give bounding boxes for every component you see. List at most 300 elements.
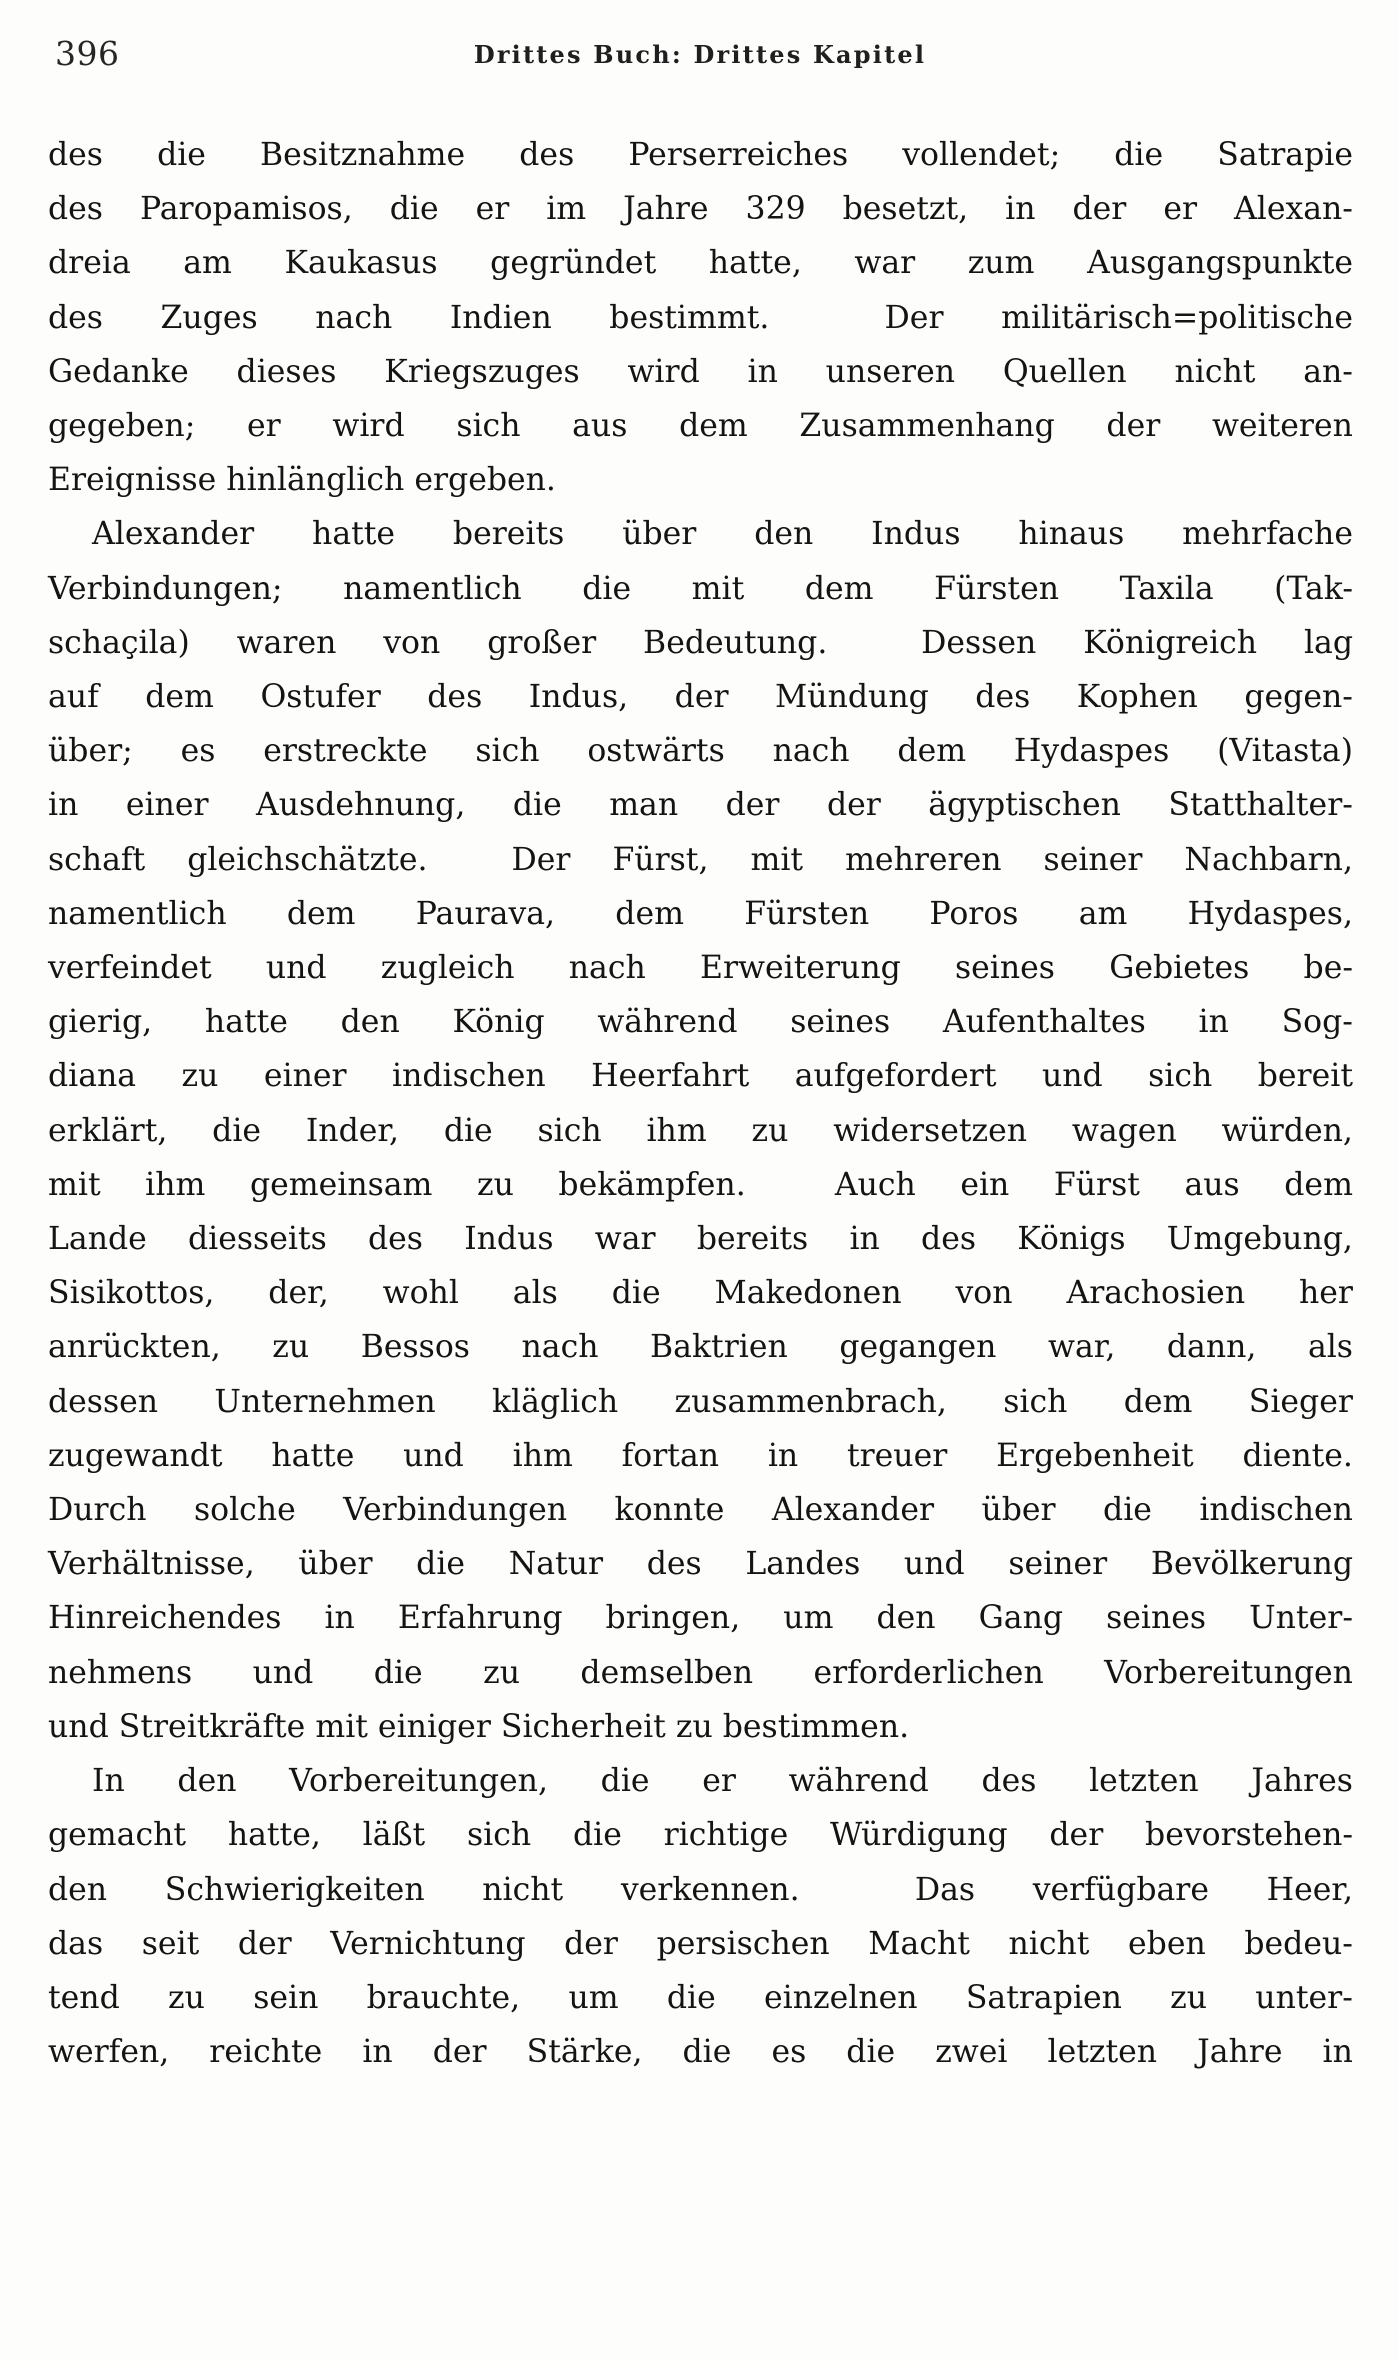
word: die — [373, 1654, 423, 1691]
text-line — [48, 1646, 1353, 1700]
word: als — [1307, 1329, 1353, 1366]
word: Verhältnisse, — [48, 1546, 255, 1583]
word: nicht — [1174, 353, 1256, 390]
word: des — [981, 1763, 1037, 1800]
word: und — [1041, 1058, 1103, 1095]
word: letzten — [1089, 1763, 1199, 1800]
word: Hydaspes, — [1187, 895, 1353, 932]
word: dem — [897, 733, 967, 770]
text-line — [48, 1212, 1353, 1266]
word: er — [1163, 191, 1198, 228]
word: wird — [627, 353, 700, 390]
word: in — [1198, 1004, 1229, 1041]
word: die — [572, 1817, 622, 1854]
word: Zusammenhang — [799, 408, 1055, 445]
word: einzelnen — [764, 1979, 918, 2016]
word: Landes — [745, 1546, 861, 1583]
word: dann, — [1166, 1329, 1257, 1366]
word: Jahre — [623, 191, 709, 228]
text-line — [48, 507, 1353, 561]
word: des — [48, 191, 103, 228]
word: die — [846, 2034, 896, 2071]
word: sich — [537, 1112, 602, 1149]
word: Verbindungen — [343, 1492, 568, 1529]
word: bereits — [696, 1221, 809, 1258]
word: Indus, — [528, 679, 629, 716]
word: Arachosien — [1066, 1275, 1246, 1312]
word: Würdigung — [830, 1817, 1008, 1854]
running-head: Drittes Buch: Drittes Kapitel — [473, 40, 927, 69]
text-line — [48, 1971, 1353, 2025]
word: Dessen — [921, 624, 1037, 661]
word: her — [1299, 1275, 1353, 1312]
word: schaft — [48, 841, 146, 878]
word: Baktrien — [650, 1329, 788, 1366]
word: Indien — [449, 299, 552, 336]
word: Umgebung, — [1166, 1221, 1353, 1258]
text-line — [48, 616, 1353, 670]
word: die — [1114, 137, 1164, 173]
word: bereits — [452, 516, 565, 553]
text-line — [48, 399, 1353, 453]
paragraph — [48, 1754, 1353, 2079]
word: Fürst — [1053, 1166, 1140, 1203]
word: dessen — [48, 1383, 159, 1420]
word: würden, — [1221, 1112, 1353, 1149]
word: Fürsten — [744, 895, 870, 932]
word: Kophen — [1076, 679, 1198, 716]
word: seines — [790, 1004, 891, 1041]
word: werfen, — [48, 2034, 170, 2071]
word: nicht — [1008, 1925, 1090, 1962]
word: des — [975, 679, 1031, 716]
word: bestimmt. — [609, 299, 770, 336]
word: als — [512, 1275, 558, 1312]
word: in — [767, 1437, 799, 1474]
word: richtige — [663, 1817, 789, 1854]
page-header — [55, 34, 1345, 78]
word: des — [368, 1221, 423, 1258]
word: den — [340, 1004, 400, 1041]
text-line — [48, 1754, 1353, 1808]
text-line — [48, 1917, 1353, 1971]
word: im — [546, 191, 587, 228]
word: brauchte, — [366, 1979, 521, 2016]
word: Jahre — [1197, 2034, 1283, 2071]
word: des — [646, 1546, 702, 1583]
word: hatte, — [708, 245, 802, 282]
word: Taxila — [1119, 570, 1214, 607]
word: es — [771, 2034, 807, 2071]
word: nach — [315, 299, 393, 336]
word: militärisch=politische — [1001, 299, 1353, 336]
paragraph — [48, 507, 1353, 1754]
word: über — [622, 516, 697, 553]
word: ostwärts — [587, 733, 725, 770]
word: Gang — [978, 1600, 1064, 1637]
word: Vorbereitungen — [1104, 1654, 1353, 1691]
word: von — [383, 624, 441, 661]
word: hatte — [271, 1437, 355, 1474]
word: die — [611, 1275, 661, 1312]
text-line — [48, 182, 1353, 236]
word: am — [1078, 895, 1128, 932]
text-line — [48, 2025, 1353, 2079]
word: es — [180, 733, 216, 770]
word: waren — [236, 624, 337, 661]
word: Alexander — [92, 516, 255, 553]
word: in — [1322, 2034, 1353, 2071]
word: In — [92, 1763, 125, 1800]
text-line — [48, 1863, 1353, 1917]
word: der — [725, 787, 780, 824]
word: bevorstehen- — [1145, 1817, 1353, 1854]
word: über — [298, 1546, 373, 1583]
word: persischen — [656, 1925, 830, 1962]
word: zwei — [935, 2034, 1008, 2071]
word: den — [876, 1600, 936, 1637]
word: mit — [750, 841, 804, 878]
word: (Vitasta) — [1217, 733, 1353, 770]
word: Macht — [868, 1925, 970, 1962]
word: sich — [1148, 1058, 1213, 1095]
word: die — [416, 1546, 466, 1583]
word: indischen — [1199, 1492, 1353, 1529]
text-line — [48, 345, 1353, 399]
word: gegangen — [839, 1329, 997, 1366]
word: letzten — [1047, 2034, 1158, 2071]
word: war — [594, 1221, 656, 1258]
word: den — [754, 516, 814, 553]
word: der — [432, 2034, 487, 2071]
word: die — [512, 787, 562, 824]
word: und — [903, 1546, 965, 1583]
word: die — [443, 1112, 493, 1149]
text-line — [48, 1808, 1353, 1862]
text-line — [48, 1375, 1353, 1429]
word: reichte — [209, 2034, 323, 2071]
word: die — [682, 2034, 732, 2071]
word: Schwierigkeiten — [164, 1871, 425, 1908]
word: Auch — [834, 1166, 916, 1203]
word: zu — [272, 1329, 310, 1366]
text-line — [48, 941, 1353, 995]
word: bedeu- — [1244, 1925, 1353, 1962]
word: widersetzen — [833, 1112, 1028, 1149]
word: zu — [1170, 1979, 1208, 2016]
word: und — [252, 1654, 314, 1691]
word: einer — [125, 787, 209, 824]
word: die — [212, 1112, 262, 1149]
word: König — [452, 1004, 545, 1041]
word: (Tak- — [1274, 570, 1353, 607]
word: den — [48, 1871, 108, 1908]
word: unter- — [1255, 1979, 1353, 2016]
word: während — [597, 1004, 738, 1041]
word: sich — [467, 1817, 532, 1854]
word: Natur — [508, 1546, 604, 1583]
text-line — [48, 778, 1353, 832]
word: Ausgangspunkte — [1087, 245, 1353, 282]
word: verkennen. — [620, 1871, 800, 1908]
word: namentlich — [343, 570, 522, 607]
word: Statthalter- — [1168, 787, 1353, 824]
word: Verbindungen; — [48, 570, 283, 607]
text-line — [48, 1537, 1353, 1591]
word: Nachbarn, — [1184, 841, 1353, 878]
word: gegen- — [1244, 679, 1353, 716]
text-line — [48, 1320, 1353, 1374]
word: diente. — [1242, 1437, 1353, 1474]
word: weiteren — [1211, 408, 1353, 445]
word: nach — [568, 950, 646, 987]
word: ägyptischen — [928, 787, 1121, 824]
word: wohl — [382, 1275, 459, 1312]
word: dem — [1284, 1166, 1353, 1203]
word: die — [157, 137, 206, 173]
word: erstreckte — [263, 733, 428, 770]
word: nicht — [482, 1871, 564, 1908]
word: zu — [181, 1058, 219, 1095]
word: Heer, — [1266, 1871, 1353, 1908]
word: diesseits — [188, 1221, 327, 1258]
word: wird — [332, 408, 405, 445]
text-line — [48, 670, 1353, 724]
text-line — [48, 1266, 1353, 1320]
word: das — [48, 1925, 104, 1962]
word: zu — [483, 1654, 520, 1691]
word: die — [389, 191, 439, 228]
word: Ostufer — [260, 679, 381, 716]
word: Zuges — [160, 299, 258, 336]
word: ein — [960, 1166, 1010, 1203]
body-text — [48, 128, 1353, 2079]
word: hatte — [204, 1004, 288, 1041]
word: ihm — [512, 1437, 573, 1474]
word: Sieger — [1248, 1383, 1353, 1420]
word: die — [1103, 1492, 1152, 1529]
text-line — [48, 562, 1353, 616]
word: zugleich — [380, 950, 515, 987]
word: Poros — [929, 895, 1019, 932]
word: Kaukasus — [284, 245, 438, 282]
word: die — [666, 1979, 716, 2016]
word: diana — [48, 1058, 137, 1095]
word: Fürsten — [934, 570, 1060, 607]
word: Paurava, — [415, 895, 556, 932]
word: einer — [263, 1058, 347, 1095]
text-line: und Streitkräfte mit einiger Sicherheit zu bestimmen. — [48, 1708, 910, 1745]
word: hatte — [312, 516, 396, 553]
word: Unter- — [1249, 1600, 1353, 1637]
word: Gebietes — [1109, 950, 1250, 987]
word: aufgefordert — [794, 1058, 997, 1095]
word: tend — [48, 1979, 120, 2016]
word: Vernichtung — [330, 1925, 526, 1962]
word: ihm — [145, 1166, 206, 1203]
word: Sog- — [1281, 1004, 1353, 1041]
word: Kriegszuges — [384, 353, 580, 390]
word: gemacht — [48, 1817, 187, 1854]
word: dem — [615, 895, 684, 932]
word: der — [1072, 191, 1127, 228]
word: nach — [772, 733, 850, 770]
word: der — [564, 1925, 618, 1962]
word: er — [247, 408, 281, 445]
word: mehrfache — [1182, 516, 1353, 553]
word: Perserreiches — [628, 137, 849, 173]
word: großer — [487, 624, 597, 661]
word: zusammenbrach, — [674, 1383, 947, 1420]
word: gegeben; — [48, 408, 196, 445]
word: die — [582, 570, 632, 607]
word: besetzt, — [842, 191, 969, 228]
word: Inder, — [305, 1112, 400, 1149]
word: unseren — [825, 353, 956, 390]
word: Indus — [464, 1221, 554, 1258]
word: Bessos — [360, 1329, 470, 1366]
word: konnte — [614, 1492, 725, 1529]
word: vollendet; — [902, 137, 1061, 173]
word: war, — [1047, 1329, 1116, 1366]
word: und — [265, 950, 327, 987]
word: der — [237, 1925, 292, 1962]
word: bringen, — [605, 1600, 741, 1637]
word: wagen — [1071, 1112, 1177, 1149]
word: sein — [253, 1979, 319, 2016]
word: erklärt, — [48, 1112, 168, 1149]
word: des — [48, 137, 103, 173]
paragraph — [48, 128, 1353, 507]
word: Heerfahrt — [591, 1058, 750, 1095]
word: gierig, — [48, 1004, 153, 1041]
word: Makedonen — [714, 1275, 902, 1312]
word: nach — [521, 1329, 599, 1366]
word: des — [921, 1221, 977, 1258]
text-line — [48, 1158, 1353, 1212]
word: Sisikottos, — [48, 1275, 215, 1312]
word: anrückten, — [48, 1329, 221, 1366]
word: Aufenthaltes — [942, 1004, 1146, 1041]
word: dem — [145, 679, 214, 716]
word: lag — [1303, 624, 1353, 661]
word: den — [177, 1763, 237, 1800]
word: Königs — [1017, 1221, 1126, 1258]
word: aus — [572, 408, 628, 445]
word: Indus — [871, 516, 961, 553]
word: läßt — [362, 1817, 426, 1854]
word: mehreren — [845, 841, 1002, 878]
word: sich — [1003, 1383, 1068, 1420]
word: Durch — [48, 1492, 147, 1529]
word: und — [403, 1437, 464, 1474]
word: treuer — [846, 1437, 948, 1474]
word: Der — [511, 841, 571, 878]
word: Quellen — [1002, 353, 1127, 390]
word: dem — [286, 895, 356, 932]
word: um — [783, 1600, 834, 1637]
text-line — [48, 1429, 1353, 1483]
word: schaçila) — [48, 624, 190, 661]
word: Der — [884, 299, 944, 336]
word: Königreich — [1083, 624, 1258, 661]
word: Gedanke — [48, 353, 189, 390]
word: am — [183, 245, 232, 282]
word: in — [362, 2034, 393, 2071]
word: des — [519, 137, 575, 173]
word: bekämpfen. — [558, 1166, 746, 1203]
word: der, — [268, 1275, 329, 1312]
word: Satrapien — [965, 1979, 1122, 2016]
word: zu — [476, 1166, 514, 1203]
word: Erfahrung — [397, 1600, 563, 1637]
word: mit — [48, 1166, 101, 1203]
word: Paropamisos, — [139, 191, 353, 228]
text-line — [48, 1483, 1353, 1537]
word: seiner — [1008, 1546, 1108, 1583]
word: in — [1005, 191, 1036, 228]
word: gemeinsam — [249, 1166, 433, 1203]
word: Jahres — [1251, 1763, 1353, 1800]
word: ihm — [646, 1112, 707, 1149]
text-line — [48, 236, 1353, 290]
word: dem — [679, 408, 748, 445]
text-line — [48, 128, 1353, 182]
word: seiner — [1043, 841, 1143, 878]
word: seit — [141, 1925, 200, 1962]
word: indischen — [392, 1058, 546, 1095]
word: an- — [1303, 353, 1353, 390]
word: Erweiterung — [699, 950, 901, 987]
word: verfeindet — [48, 950, 212, 987]
word: sich — [456, 408, 521, 445]
word: über — [981, 1492, 1056, 1529]
word: Stärke, — [526, 2034, 643, 2071]
text-line — [48, 291, 1353, 345]
word: der — [826, 787, 881, 824]
word: dieses — [236, 353, 337, 390]
word: be- — [1303, 950, 1353, 987]
word: 329 — [745, 191, 806, 228]
text-line — [48, 1049, 1353, 1103]
word: dem — [804, 570, 874, 607]
text-line — [48, 995, 1353, 1049]
word: Ausdehnung, — [256, 787, 466, 824]
text-line: Ereignisse hinlänglich ergeben. — [48, 462, 556, 499]
word: von — [955, 1275, 1013, 1312]
word: dem — [1123, 1383, 1193, 1420]
word: um — [568, 1979, 619, 2016]
word: Hinreichendes — [48, 1600, 282, 1637]
word: Bedeutung. — [643, 624, 828, 661]
word: solche — [193, 1492, 296, 1529]
word: zu — [168, 1979, 205, 2016]
word: Besitznahme — [260, 137, 466, 173]
word: bereit — [1257, 1058, 1353, 1095]
word: auf — [48, 679, 99, 716]
word: zu — [751, 1112, 789, 1149]
word: sich — [475, 733, 540, 770]
word: namentlich — [48, 895, 227, 932]
word: dreia — [48, 245, 131, 282]
word: zugewandt — [48, 1437, 223, 1474]
word: Hydaspes — [1013, 733, 1170, 770]
word: verfügbare — [1032, 1871, 1209, 1908]
word: eben — [1128, 1925, 1206, 1962]
word: er — [702, 1763, 736, 1800]
word: Fürst, — [612, 841, 709, 878]
word: man — [609, 787, 679, 824]
